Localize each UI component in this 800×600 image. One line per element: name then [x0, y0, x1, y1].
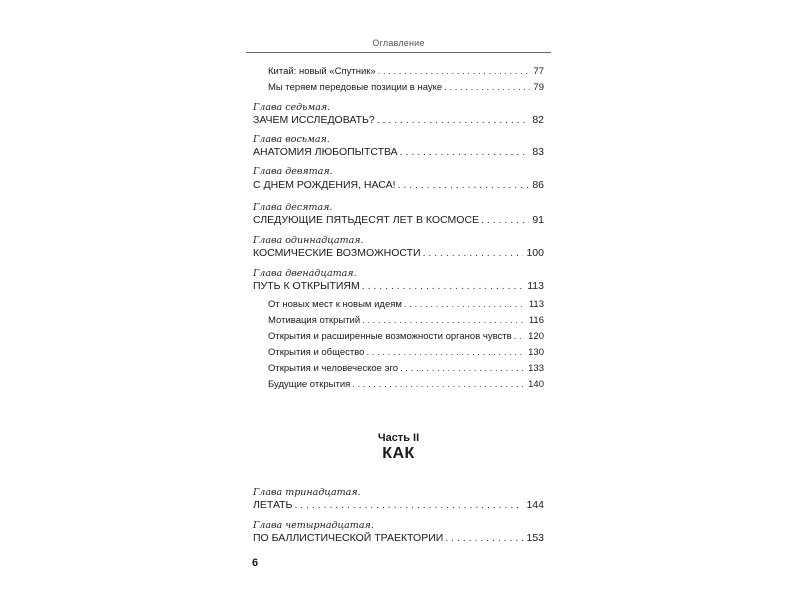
chapter-page: 100: [526, 247, 544, 259]
toc-entry[interactable]: [268, 299, 544, 310]
chapter-title: С ДНЕМ РОЖДЕНИЯ, НАСА!: [253, 179, 396, 191]
chapter-title: ПУТЬ К ОТКРЫТИЯМ: [253, 280, 360, 292]
toc-chapter-entry[interactable]: [253, 214, 544, 226]
chapter-title: АНАТОМИЯ ЛЮБОПЫТСТВА: [253, 146, 398, 158]
leader-dots: [400, 146, 530, 158]
chapter-page: 82: [532, 114, 544, 126]
leader-dots: [398, 179, 530, 191]
chapter-label: Глава четырнадцатая.: [253, 520, 374, 531]
leader-dots: [423, 247, 524, 259]
leader-dots: [481, 214, 529, 226]
toc-entry[interactable]: [268, 347, 544, 358]
toc-entry-title: Китай: новый «Спутник»: [268, 66, 376, 77]
toc-entry[interactable]: [268, 379, 544, 390]
toc-chapter-entry[interactable]: [253, 499, 544, 511]
chapter-label: Глава седьмая.: [253, 102, 331, 113]
running-head: Оглавление: [372, 38, 425, 48]
toc-chapter-entry[interactable]: [253, 532, 544, 544]
toc-entry-page: 133: [528, 363, 544, 374]
toc-entry-title: От новых мест к новым идеям: [268, 299, 402, 310]
toc-entry[interactable]: [268, 82, 544, 93]
toc-entry-title: Открытия и расширенные возможности органов чувств: [268, 331, 512, 342]
chapter-page: 153: [526, 532, 544, 544]
leader-dots: [362, 280, 524, 292]
leader-dots: [352, 379, 525, 390]
toc-entry[interactable]: [268, 315, 544, 326]
chapter-label: Глава тринадцатая.: [253, 487, 361, 498]
leader-dots: [444, 82, 530, 93]
toc-entry[interactable]: [268, 363, 544, 374]
page-number: 6: [252, 557, 259, 569]
toc-entry-title: Открытия и человеческое эго: [268, 363, 398, 374]
leader-dots: [404, 299, 526, 310]
toc-entry-page: 130: [528, 347, 544, 358]
toc-chapter-entry[interactable]: [253, 146, 544, 158]
toc-entry-title: Мы теряем передовые позиции в науке: [268, 82, 443, 93]
chapter-page: 86: [532, 179, 544, 191]
book-page: [246, 0, 551, 600]
leader-dots: [366, 347, 525, 358]
toc-entry-title: Мотивация открытий: [268, 315, 361, 326]
header-rule: [246, 52, 551, 53]
toc-entry-title: Открытия и общество: [268, 347, 365, 358]
toc-chapter-entry[interactable]: [253, 179, 544, 191]
part-title: КАК: [382, 445, 415, 462]
chapter-title: СЛЕДУЮЩИЕ ПЯТЬДЕСЯТ ЛЕТ В КОСМОСЕ: [253, 214, 480, 226]
leader-dots: [362, 315, 526, 326]
chapter-label: Глава десятая.: [253, 202, 333, 213]
chapter-label: Глава восьмая.: [253, 134, 330, 145]
leader-dots: [400, 363, 525, 374]
leader-dots: [294, 499, 523, 511]
toc-chapter-entry[interactable]: [253, 280, 544, 292]
toc-entry-title: Будущие открытия: [268, 379, 351, 390]
leader-dots: [378, 66, 531, 77]
chapter-label: Глава двенадцатая.: [253, 268, 357, 279]
toc-entry-page: 113: [528, 299, 544, 310]
part-label: Часть II: [377, 432, 420, 444]
toc-entry-page: 120: [528, 331, 544, 342]
toc-entry-page: 116: [528, 315, 544, 326]
chapter-page: 91: [532, 214, 544, 226]
chapter-page: 83: [532, 146, 544, 158]
leader-dots: [514, 331, 525, 342]
chapter-label: Глава девятая.: [253, 166, 333, 177]
chapter-page: 144: [526, 499, 544, 511]
toc-entry-page: 79: [533, 82, 544, 93]
chapter-title: КОСМИЧЕСКИЕ ВОЗМОЖНОСТИ: [253, 247, 421, 259]
chapter-label: Глава одиннадцатая.: [253, 235, 364, 246]
toc-entry-page: 77: [533, 66, 544, 77]
chapter-page: 113: [527, 280, 544, 292]
toc-entry-page: 140: [528, 379, 544, 390]
leader-dots: [445, 532, 523, 544]
toc-chapter-entry[interactable]: [253, 114, 544, 126]
chapter-title: ЛЕТАТЬ: [253, 499, 293, 511]
leader-dots: [377, 114, 530, 126]
chapter-title: ЗАЧЕМ ИССЛЕДОВАТЬ?: [253, 114, 375, 126]
toc-entry[interactable]: [268, 66, 544, 77]
toc-entry[interactable]: [268, 331, 544, 342]
chapter-title: ПО БАЛЛИСТИЧЕСКОЙ ТРАЕКТОРИИ: [253, 532, 444, 544]
toc-chapter-entry[interactable]: [253, 247, 544, 259]
